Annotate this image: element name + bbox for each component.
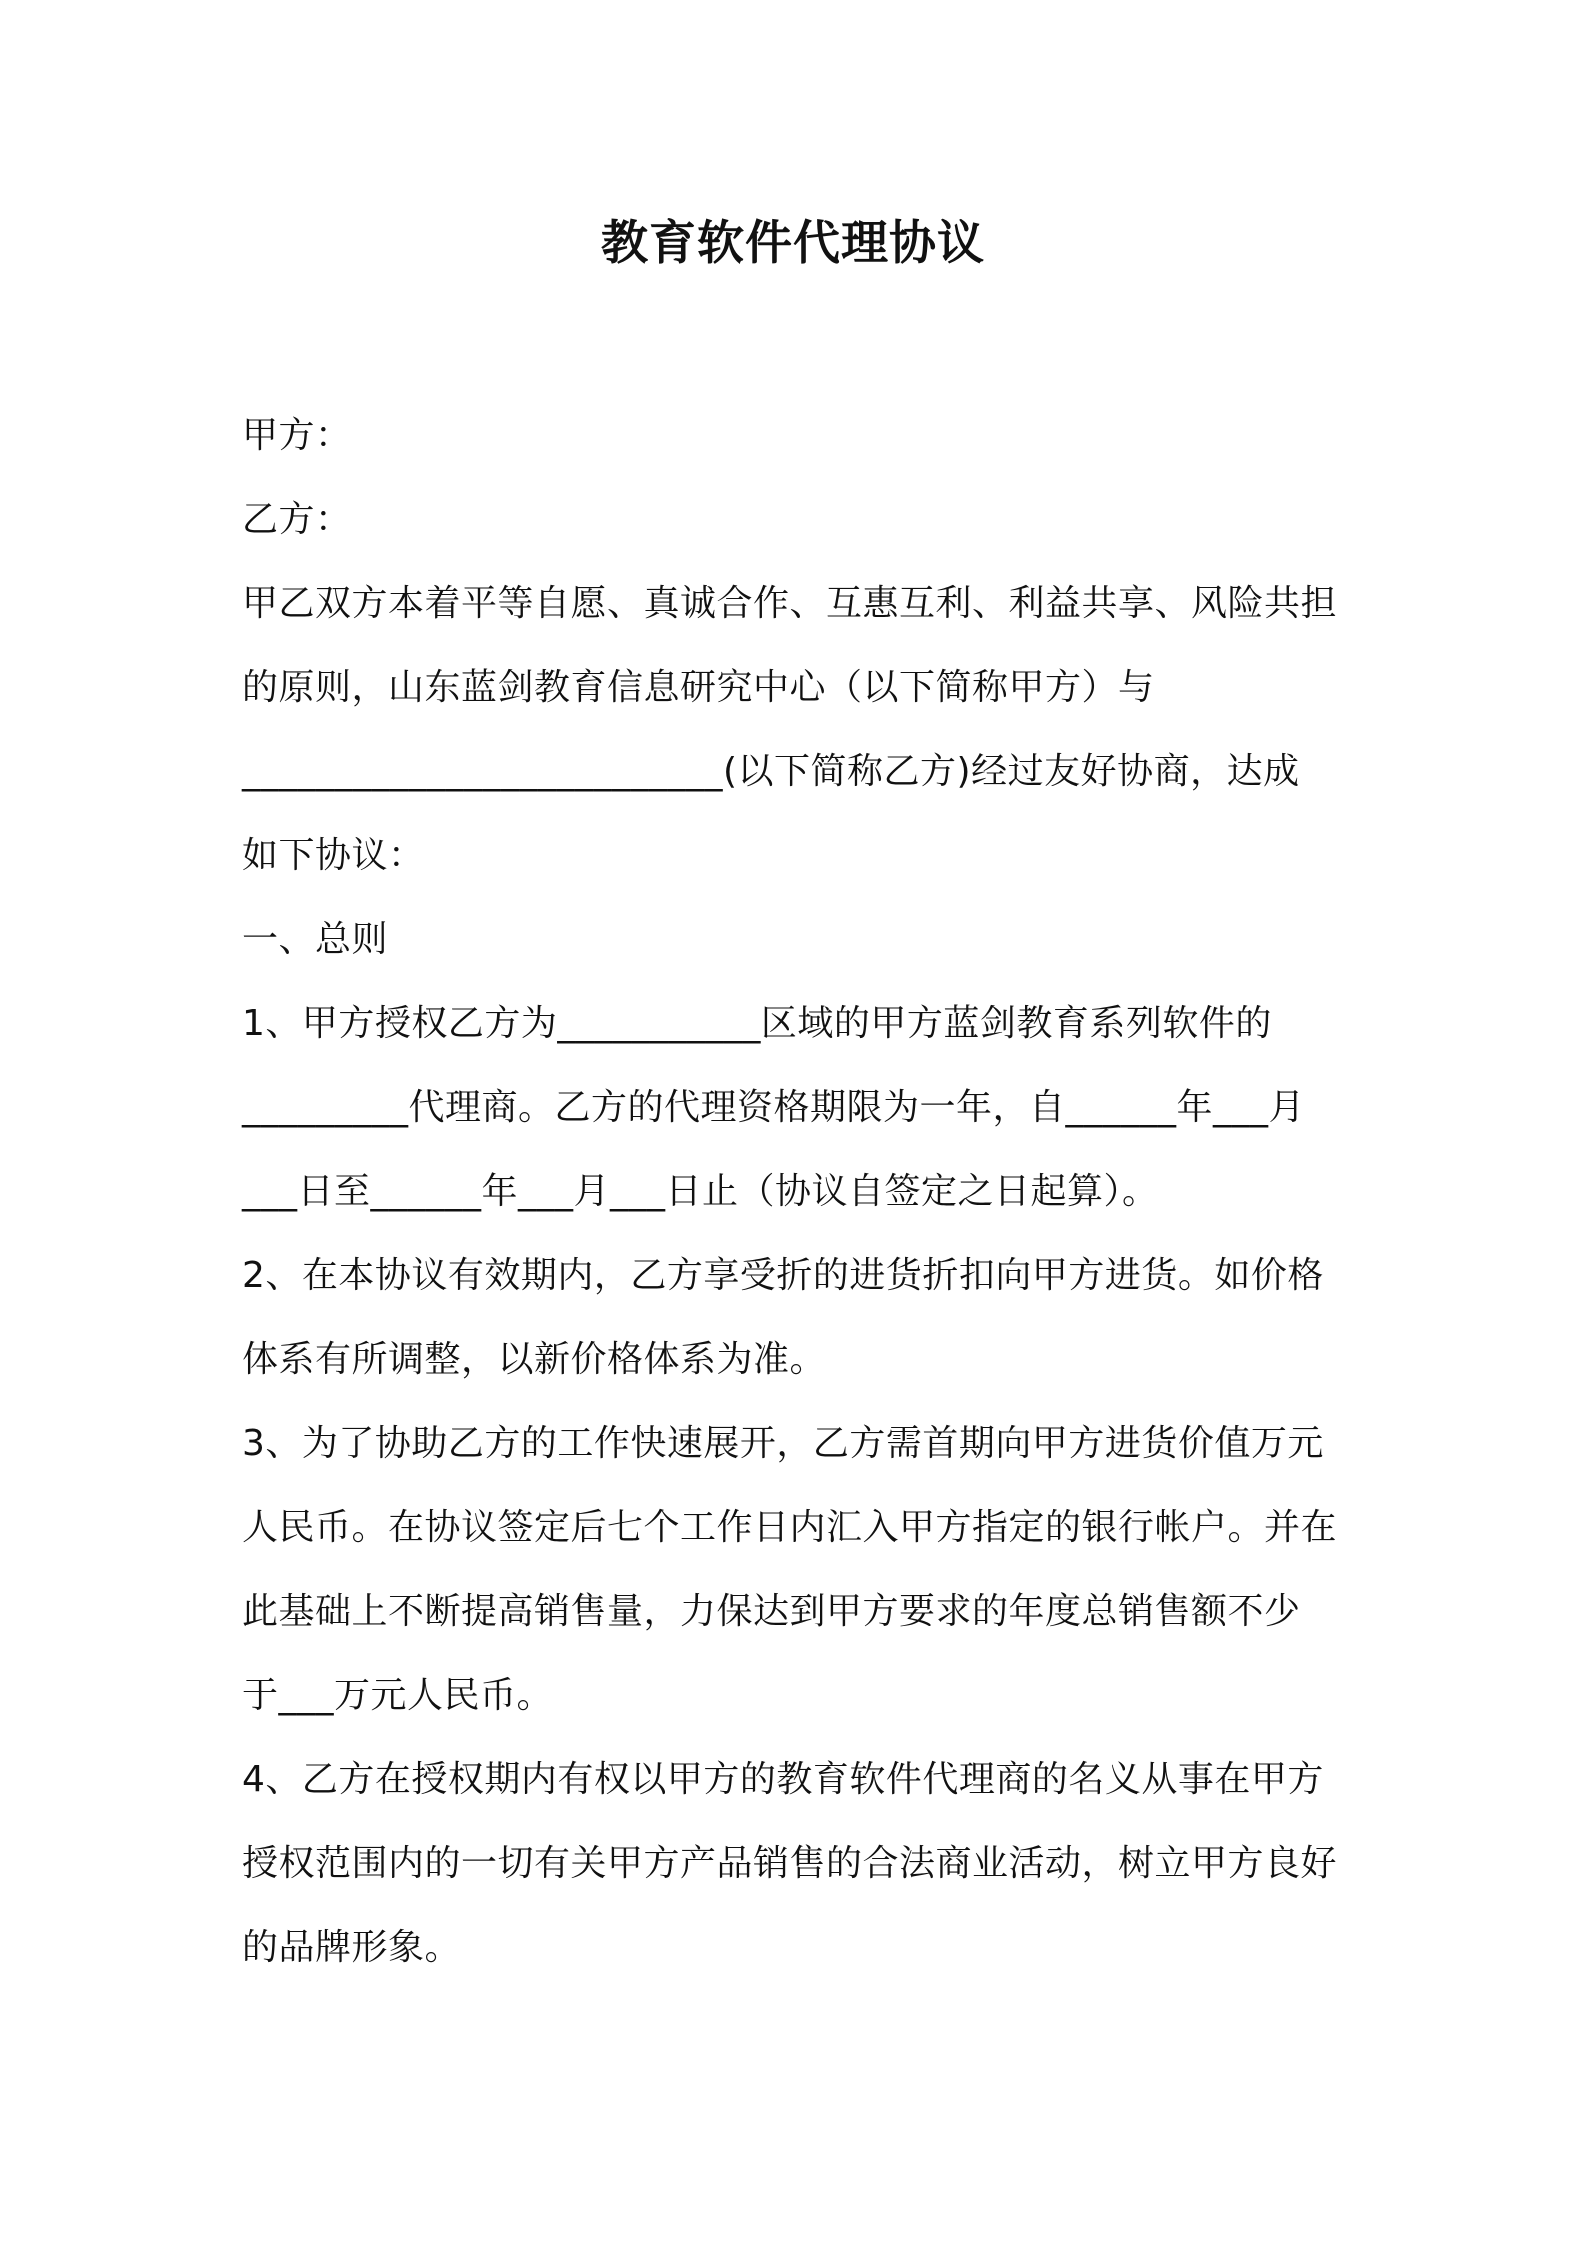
intro-line-2: 的原则，山东蓝剑教育信息研究中心（以下简称甲方）与 [242,667,1155,708]
clause-2-line-2: 体系有所调整，以新价格体系为准。 [242,1339,827,1380]
clause-4-line-1: 4、乙方在授权期内有权以甲方的教育软件代理商的名义从事在甲方 [242,1759,1324,1800]
clause-3-line-2: 人民币。在协议签定后七个工作日内汇入甲方指定的银行帐户。并在 [242,1507,1338,1548]
intro-line-1: 甲乙双方本着平等自愿、真诚合作、互惠互利、利益共享、风险共担 [242,583,1338,624]
party-a-label: 甲方： [242,415,352,456]
clause-4-line-3: 的品牌形象。 [242,1927,462,1968]
intro-line-3: __________________________(以下简称乙方)经过友好协商，达成 [242,751,1300,792]
clause-1-line-1: 1、甲方授权乙方为___________区域的甲方蓝剑教育系列软件的 [242,1003,1272,1044]
clause-4-line-2: 授权范围内的一切有关甲方产品销售的合法商业活动，树立甲方良好 [242,1843,1338,1884]
clause-1-line-2: _________代理商。乙方的代理资格期限为一年，自______年___月 [242,1087,1306,1128]
clause-3-line-4: 于___万元人民币。 [242,1675,554,1716]
intro-line-4: 如下协议： [242,835,425,876]
clause-2-line-1: 2、在本协议有效期内，乙方享受折的进货折扣向甲方进货。如价格 [242,1255,1324,1296]
section-heading-general: 一、总则 [242,919,389,960]
clause-3-line-1: 3、为了协助乙方的工作快速展开，乙方需首期向甲方进货价值万元 [242,1423,1324,1464]
clause-1-line-3: ___日至______年___月___日止（协议自签定之日起算）。 [242,1171,1159,1212]
clause-3-line-3: 此基础上不断提高销售量，力保达到甲方要求的年度总销售额不少 [242,1591,1301,1632]
document-title: 教育软件代理协议 [601,216,985,271]
party-b-label: 乙方： [242,499,352,540]
